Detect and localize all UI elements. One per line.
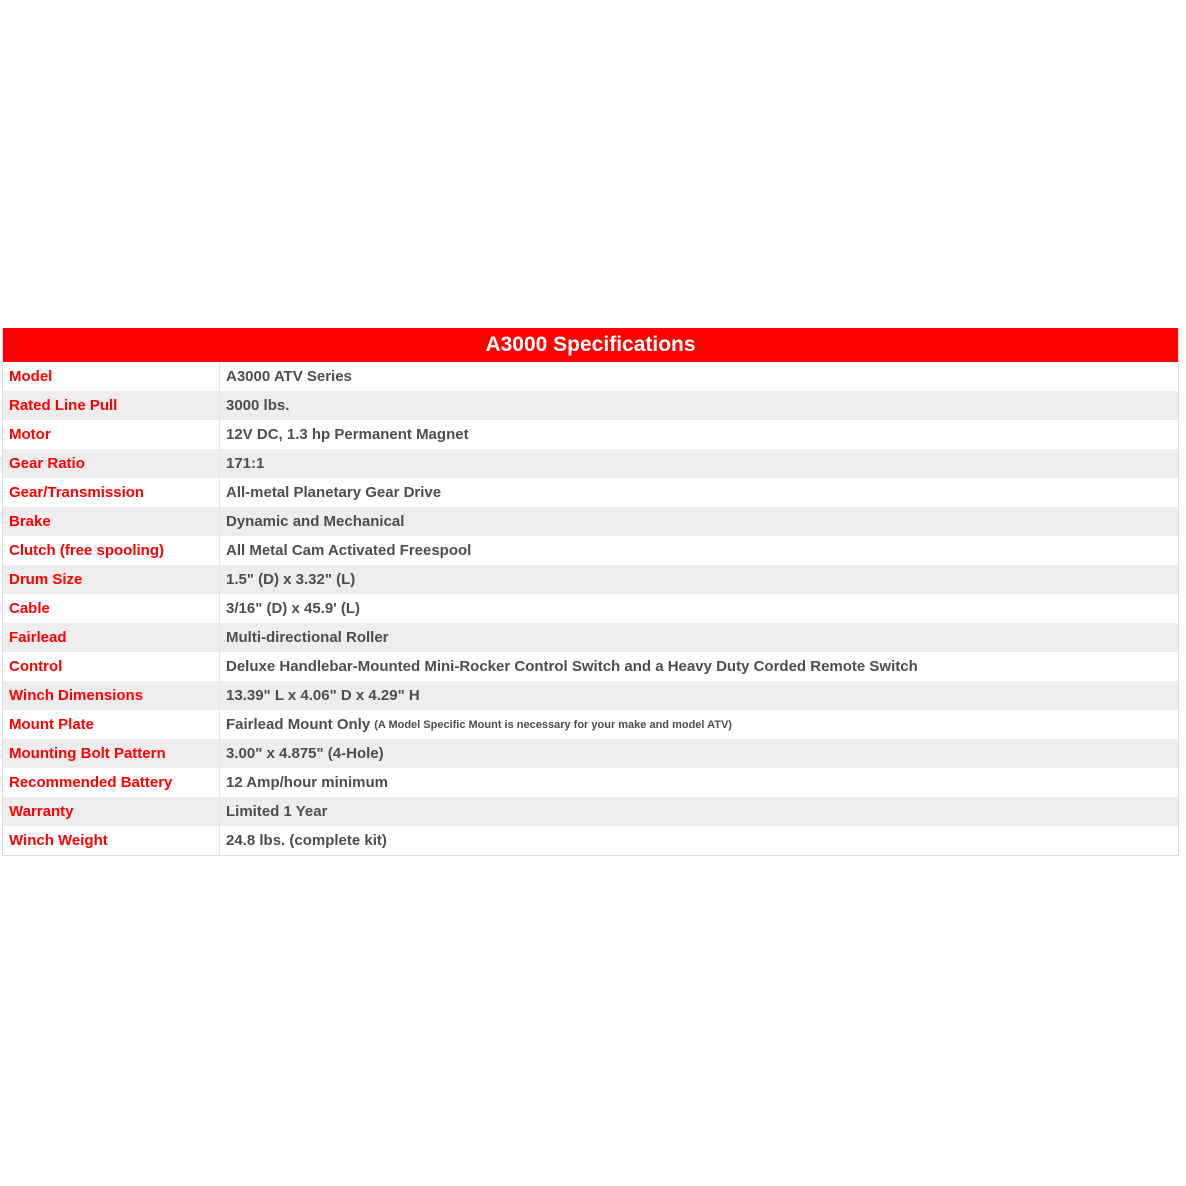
- spec-value-cell: [220, 478, 1178, 507]
- spec-label: Cable: [3, 594, 220, 623]
- spec-label: Gear/Transmission: [3, 478, 220, 507]
- spec-value: 3.00" x 4.875" (4-Hole): [226, 745, 384, 762]
- spec-value-cell: [220, 710, 1178, 739]
- spec-value: All Metal Cam Activated Freespool: [226, 542, 472, 559]
- spec-label: Winch Dimensions: [3, 681, 220, 710]
- spec-value-cell: [220, 420, 1178, 449]
- spec-row: [3, 826, 1178, 855]
- spec-row: [3, 623, 1178, 652]
- spec-table-body: [3, 362, 1178, 855]
- spec-label: Drum Size: [3, 565, 220, 594]
- spec-row: [3, 391, 1178, 420]
- spec-row: [3, 362, 1178, 391]
- spec-value: Deluxe Handlebar-Mounted Mini-Rocker Control Switch and a Heavy Duty Corded Remote Switch: [226, 658, 918, 675]
- spec-value: Fairlead Mount Only: [226, 716, 371, 733]
- spec-row: [3, 536, 1178, 565]
- spec-label: Warranty: [3, 797, 220, 826]
- spec-label: Recommended Battery: [3, 768, 220, 797]
- spec-row: [3, 565, 1178, 594]
- spec-value-cell: [220, 826, 1178, 855]
- spec-row: [3, 507, 1178, 536]
- spec-value: 3000 lbs.: [226, 397, 290, 414]
- spec-value: All-metal Planetary Gear Drive: [226, 484, 442, 501]
- spec-row: [3, 681, 1178, 710]
- spec-value: 12 Amp/hour minimum: [226, 774, 388, 791]
- spec-value: Multi-directional Roller: [226, 629, 389, 646]
- spec-value: Limited 1 Year: [226, 803, 328, 820]
- spec-label: Motor: [3, 420, 220, 449]
- spec-label: Gear Ratio: [3, 449, 220, 478]
- spec-row: [3, 652, 1178, 681]
- spec-value-cell: [220, 768, 1178, 797]
- spec-value-cell: [220, 652, 1178, 681]
- spec-value-cell: [220, 391, 1178, 420]
- spec-note: (A Model Specific Mount is necessary for your make and model ATV): [374, 718, 732, 731]
- spec-value-cell: [220, 623, 1178, 652]
- spec-value-cell: [220, 362, 1178, 391]
- spec-value: 12V DC, 1.3 hp Permanent Magnet: [226, 426, 469, 443]
- spec-label: Control: [3, 652, 220, 681]
- spec-label: Brake: [3, 507, 220, 536]
- specifications-table: [2, 328, 1179, 856]
- spec-value-cell: [220, 536, 1178, 565]
- spec-label: Clutch (free spooling): [3, 536, 220, 565]
- spec-row: [3, 710, 1178, 739]
- spec-value: 24.8 lbs. (complete kit): [226, 832, 387, 849]
- spec-value-cell: [220, 507, 1178, 536]
- spec-value-cell: [220, 797, 1178, 826]
- spec-label: Mount Plate: [3, 710, 220, 739]
- spec-row: [3, 739, 1178, 768]
- spec-label: Fairlead: [3, 623, 220, 652]
- spec-row: [3, 768, 1178, 797]
- table-title: A3000 Specifications: [3, 328, 1178, 362]
- spec-value: 13.39" L x 4.06" D x 4.29" H: [226, 687, 420, 704]
- spec-label: Mounting Bolt Pattern: [3, 739, 220, 768]
- spec-row: [3, 420, 1178, 449]
- spec-value: 171:1: [226, 455, 265, 472]
- spec-value-cell: [220, 681, 1178, 710]
- spec-label: Model: [3, 362, 220, 391]
- spec-value-cell: [220, 594, 1178, 623]
- spec-value: 1.5" (D) x 3.32" (L): [226, 571, 356, 588]
- spec-row: [3, 797, 1178, 826]
- spec-value: 3/16" (D) x 45.9' (L): [226, 600, 361, 617]
- spec-label: Rated Line Pull: [3, 391, 220, 420]
- spec-row: [3, 594, 1178, 623]
- spec-value-cell: [220, 565, 1178, 594]
- spec-label: Winch Weight: [3, 826, 220, 855]
- spec-value: Dynamic and Mechanical: [226, 513, 405, 530]
- spec-value-cell: [220, 739, 1178, 768]
- spec-value: A3000 ATV Series: [226, 368, 352, 385]
- spec-value-cell: [220, 449, 1178, 478]
- spec-row: [3, 478, 1178, 507]
- spec-row: [3, 449, 1178, 478]
